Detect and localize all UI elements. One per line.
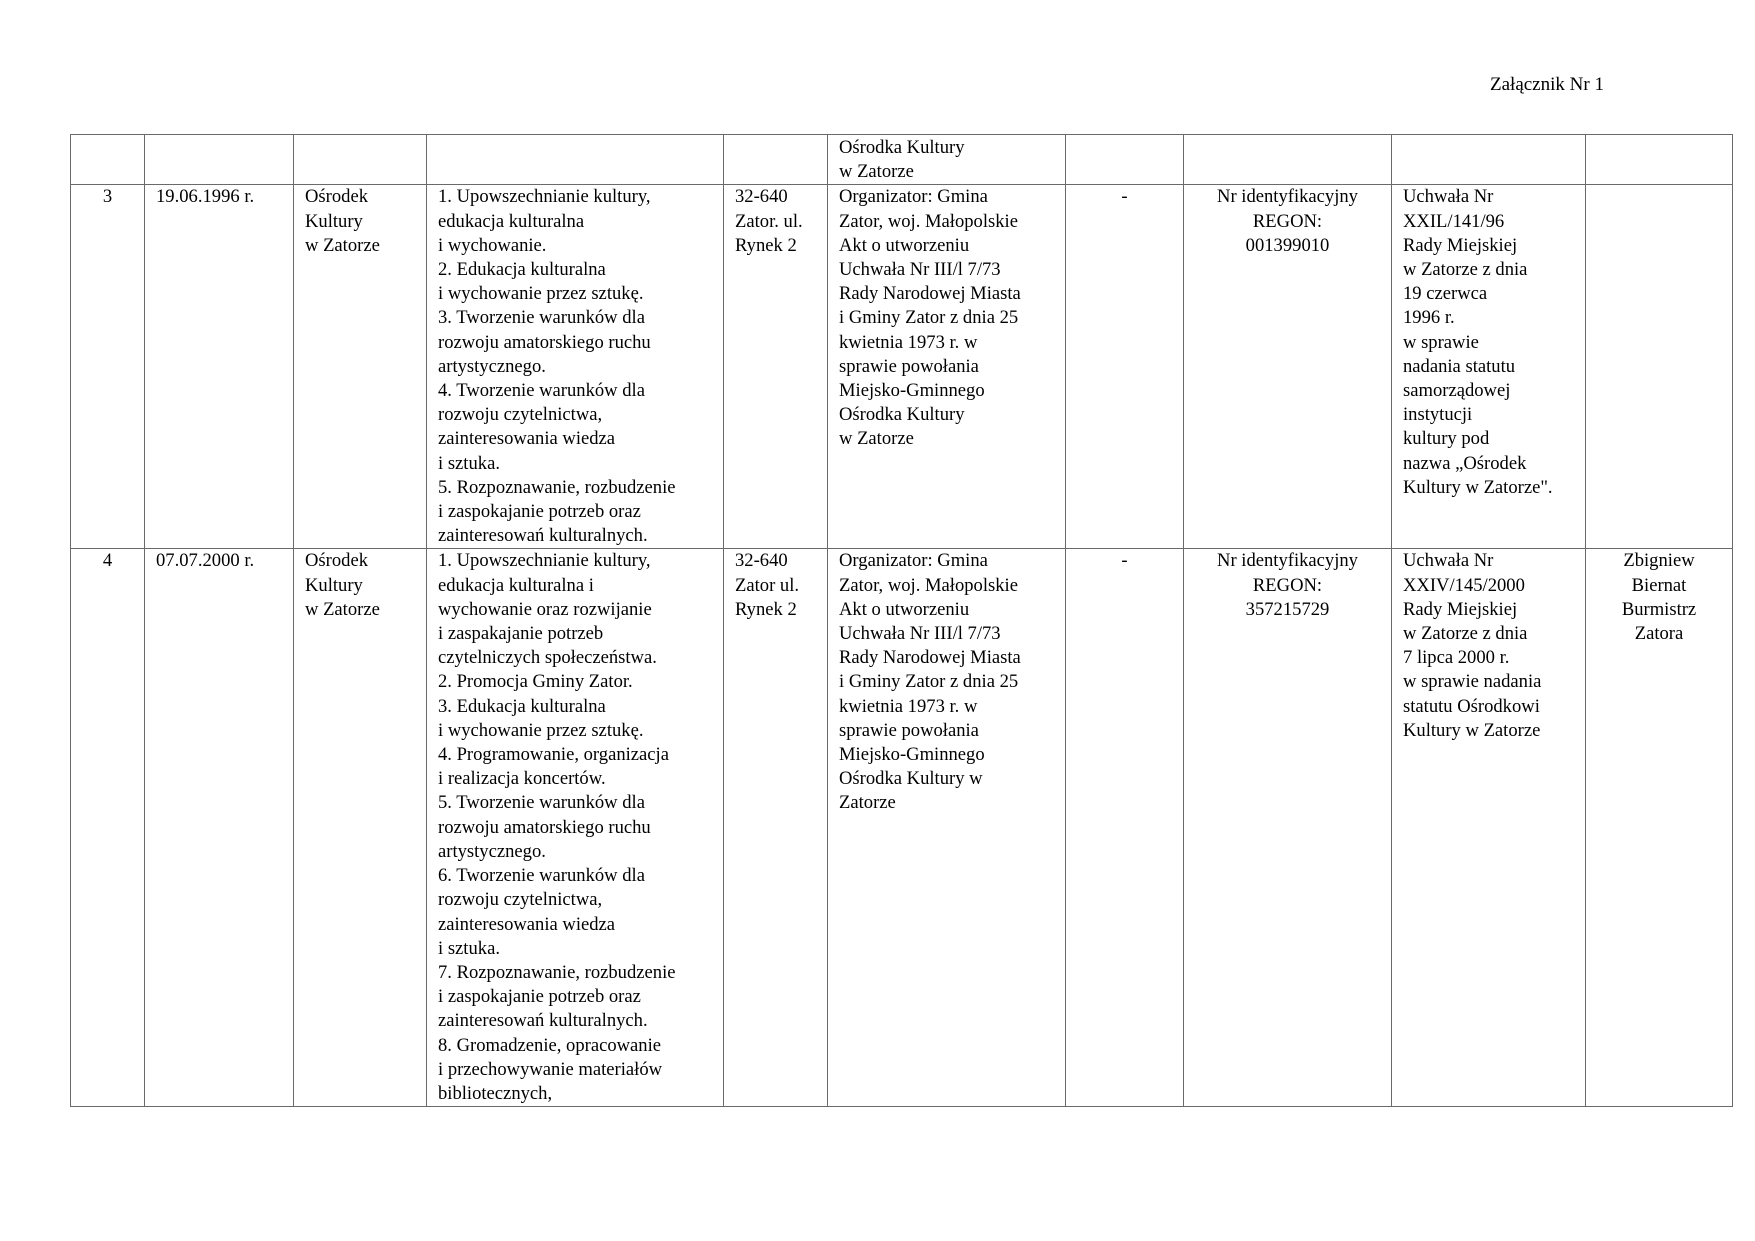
cell-line: kultury pod	[1403, 428, 1490, 450]
cell-date: 19.06.1996 r.	[145, 185, 294, 549]
cell-line: 001399010	[1245, 234, 1330, 256]
cell-organizer	[828, 549, 1066, 1107]
cell-line: rozwoju czytelnictwa,	[438, 404, 603, 426]
cell-line: XXIL/141/96	[1403, 210, 1505, 232]
cell-scope	[427, 549, 724, 1107]
cell-line: edukacja kulturalna i	[438, 574, 594, 596]
cell-name	[294, 549, 427, 1107]
cell-resolution	[1392, 135, 1586, 185]
cell-line: i wychowanie.	[438, 234, 547, 256]
cell-name	[294, 185, 427, 549]
cell-line: artystycznego.	[438, 355, 546, 377]
cell-line: Uchwała Nr III/l 7/73	[839, 623, 1001, 645]
cell-line: Kultury w Zatorze	[1403, 719, 1541, 741]
cell-line: statutu Ośrodkowi	[1403, 695, 1540, 717]
cell-line: i Gminy Zator z dnia 25	[839, 671, 1019, 693]
cell-line: i wychowanie przez sztukę.	[438, 283, 644, 305]
cell-line: i zaspokajanie potrzeb oraz	[438, 501, 641, 523]
cell-line: i Gminy Zator z dnia 25	[839, 307, 1019, 329]
cell-line: Akt o utworzeniu	[839, 598, 970, 620]
cell-address	[724, 185, 828, 549]
cell-line: Zator, woj. Małopolskie	[839, 210, 1018, 232]
cell-line: 5. Tworzenie warunków dla	[438, 792, 645, 814]
register-table	[70, 134, 1733, 1107]
cell-line: w Zatorze	[305, 234, 380, 256]
cell-line: Zatorze	[839, 792, 896, 814]
cell-line: Miejsko-Gminnego	[839, 380, 985, 402]
cell-line: i wychowanie przez sztukę.	[438, 719, 644, 741]
cell-line: zainteresowań kulturalnych.	[438, 1010, 648, 1032]
cell-line: 3. Tworzenie warunków dla	[438, 307, 645, 329]
cell-line: 2. Edukacja kulturalna	[438, 259, 606, 281]
cell-date: 07.07.2000 r.	[145, 549, 294, 1107]
cell-line: 5. Rozpoznawanie, rozbudzenie	[438, 476, 676, 498]
cell-dash	[1066, 135, 1184, 185]
cell-line: Rady Narodowej Miasta	[839, 647, 1021, 669]
cell-line: Kultury w Zatorze".	[1403, 476, 1553, 498]
cell-line: 19 czerwca	[1403, 283, 1488, 305]
cell-address	[724, 549, 828, 1107]
cell-line: wychowanie oraz rozwijanie	[438, 598, 652, 620]
cell-line: 357215729	[1245, 598, 1330, 620]
cell-line: i sztuka.	[438, 452, 500, 474]
cell-line: Biernat	[1631, 574, 1687, 596]
cell-line: Rady Miejskiej	[1403, 598, 1518, 620]
cell-line: zainteresowań kulturalnych.	[438, 525, 648, 547]
cell-line: w sprawie nadania	[1403, 671, 1542, 693]
cell-line: 1. Upowszechnianie kultury,	[438, 550, 651, 572]
cell-line: rozwoju czytelnictwa,	[438, 889, 603, 911]
cell-line: Ośrodek	[305, 550, 368, 572]
cell-line: REGON:	[1252, 210, 1323, 232]
cell-line: Zator, woj. Małopolskie	[839, 574, 1018, 596]
cell-line: Miejsko-Gminnego	[839, 744, 985, 766]
cell-number	[71, 135, 145, 185]
cell-signature	[1586, 549, 1733, 1107]
cell-line: 2. Promocja Gminy Zator.	[438, 671, 633, 693]
cell-line: 32-640	[735, 186, 788, 208]
cell-line: w Zatorze z dnia	[1403, 623, 1528, 645]
cell-line: w Zatorze	[839, 161, 914, 183]
cell-line: Rady Miejskiej	[1403, 234, 1518, 256]
cell-line: instytucji	[1403, 404, 1473, 426]
cell-line: Zatora	[1634, 623, 1684, 645]
cell-line: Zbigniew	[1623, 550, 1695, 572]
cell-scope	[427, 185, 724, 549]
cell-line: sprawie powołania	[839, 719, 979, 741]
cell-line: 6. Tworzenie warunków dla	[438, 865, 645, 887]
cell-line: 1996 r.	[1403, 307, 1455, 329]
cell-line: 4. Programowanie, organizacja	[438, 744, 669, 766]
cell-resolution	[1392, 549, 1586, 1107]
cell-line: 1. Upowszechnianie kultury,	[438, 186, 651, 208]
cell-line: w Zatorze	[839, 428, 914, 450]
cell-line: rozwoju amatorskiego ruchu	[438, 816, 651, 838]
cell-line: XXIV/145/2000	[1403, 574, 1525, 596]
cell-name	[294, 135, 427, 185]
cell-line: 8. Gromadzenie, opracowanie	[438, 1034, 662, 1056]
cell-line: REGON:	[1252, 574, 1323, 596]
cell-line: Ośrodka Kultury w	[839, 768, 983, 790]
cell-line: 4. Tworzenie warunków dla	[438, 380, 645, 402]
cell-line: rozwoju amatorskiego ruchu	[438, 331, 651, 353]
cell-line: Uchwała Nr III/l 7/73	[839, 259, 1001, 281]
cell-line: zainteresowania wiedza	[438, 913, 616, 935]
table-row	[71, 185, 1733, 549]
cell-line: Kultury	[305, 210, 363, 232]
cell-dash: -	[1066, 549, 1184, 1107]
cell-line: Uchwała Nr	[1403, 186, 1494, 208]
cell-line: Zator ul.	[735, 574, 800, 596]
cell-line: Zator. ul.	[735, 210, 803, 232]
cell-date	[145, 135, 294, 185]
cell-line: Kultury	[305, 574, 363, 596]
cell-line: Ośrodka Kultury	[839, 137, 965, 158]
cell-line: Ośrodek	[305, 186, 368, 208]
cell-line: Rynek 2	[735, 598, 797, 620]
table-row	[71, 549, 1733, 1107]
cell-line: sprawie powołania	[839, 355, 979, 377]
cell-address	[724, 135, 828, 185]
cell-line: 32-640	[735, 550, 788, 572]
cell-line: w Zatorze z dnia	[1403, 259, 1528, 281]
cell-line: Organizator: Gmina	[839, 186, 988, 208]
cell-organizer	[828, 185, 1066, 549]
cell-number: 3	[71, 185, 145, 549]
cell-line: samorządowej	[1403, 380, 1511, 402]
cell-line: i zaspakajanie potrzeb	[438, 623, 604, 645]
cell-resolution	[1392, 185, 1586, 549]
cell-signature	[1586, 185, 1733, 549]
cell-line: nazwa „Ośrodek	[1403, 452, 1527, 474]
cell-line: zainteresowania wiedza	[438, 428, 616, 450]
cell-line: w sprawie	[1403, 331, 1479, 353]
cell-line: bibliotecznych,	[438, 1082, 553, 1104]
cell-dash: -	[1066, 185, 1184, 549]
cell-number: 4	[71, 549, 145, 1107]
cell-line: 3. Edukacja kulturalna	[438, 695, 606, 717]
cell-identification	[1184, 549, 1392, 1107]
cell-line: kwietnia 1973 r. w	[839, 695, 978, 717]
cell-line: nadania statutu	[1403, 355, 1516, 377]
cell-line: Organizator: Gmina	[839, 550, 988, 572]
cell-identification	[1184, 135, 1392, 185]
cell-line: Rady Narodowej Miasta	[839, 283, 1021, 305]
cell-line: w Zatorze	[305, 598, 380, 620]
cell-line: czytelniczych społeczeństwa.	[438, 647, 657, 669]
cell-line: Uchwała Nr	[1403, 550, 1494, 572]
cell-line: i przechowywanie materiałów	[438, 1058, 663, 1080]
cell-line: kwietnia 1973 r. w	[839, 331, 978, 353]
cell-line: Nr identyfikacyjny	[1217, 186, 1358, 208]
annex-label: Załącznik Nr 1	[1490, 74, 1604, 95]
cell-line: 7. Rozpoznawanie, rozbudzenie	[438, 961, 676, 983]
cell-line: Nr identyfikacyjny	[1217, 550, 1358, 572]
cell-line: i realizacja koncertów.	[438, 768, 606, 790]
cell-line: i sztuka.	[438, 937, 500, 959]
cell-line: Ośrodka Kultury	[839, 404, 965, 426]
cell-identification	[1184, 185, 1392, 549]
cell-line: edukacja kulturalna	[438, 210, 585, 232]
cell-line: Akt o utworzeniu	[839, 234, 970, 256]
cell-scope	[427, 135, 724, 185]
cell-line: artystycznego.	[438, 840, 546, 862]
cell-line: 7 lipca 2000 r.	[1403, 647, 1510, 669]
cell-organizer	[828, 135, 1066, 185]
cell-signature	[1586, 135, 1733, 185]
cell-line: Rynek 2	[735, 234, 797, 256]
cell-line: Burmistrz	[1621, 598, 1697, 620]
table-row	[71, 135, 1733, 185]
cell-line: i zaspokajanie potrzeb oraz	[438, 986, 641, 1008]
